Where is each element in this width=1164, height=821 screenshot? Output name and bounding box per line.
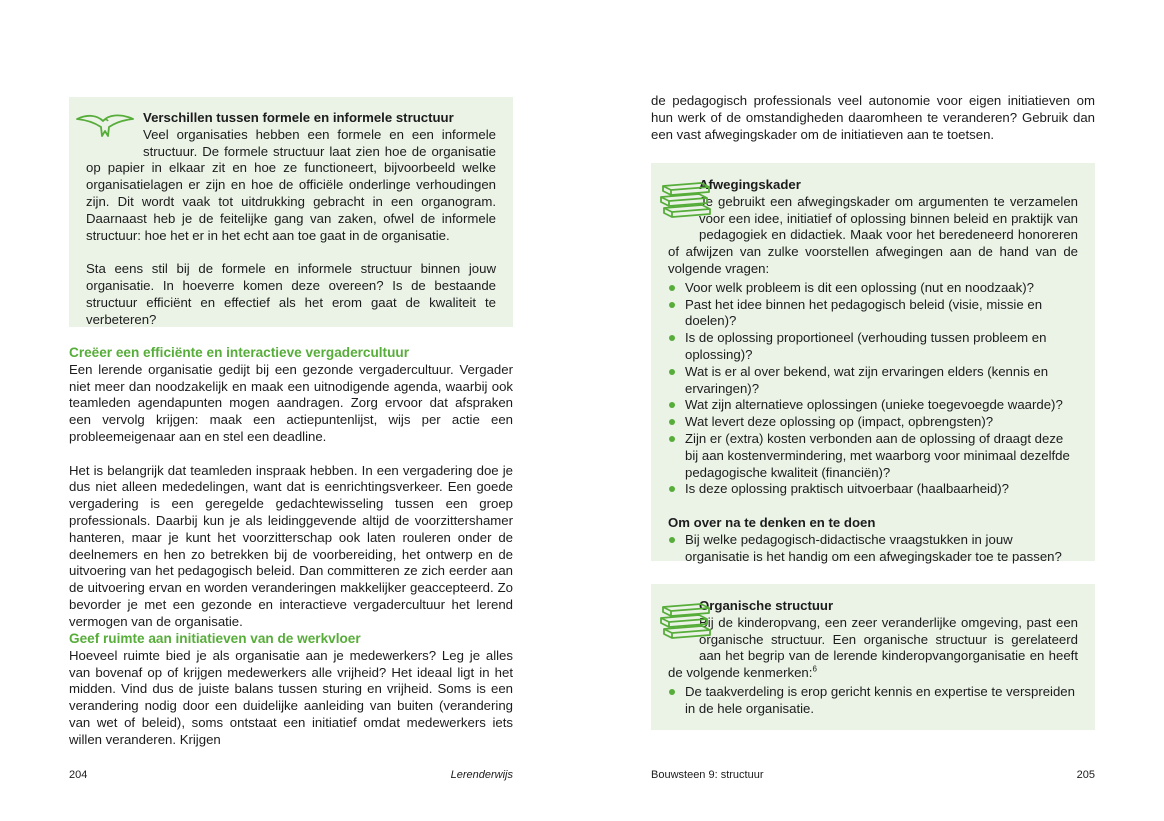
list-item: Wat is er al over bekend, wat zijn ervaringen elders (kennis en ervaringen)?	[668, 364, 1078, 398]
list-item: Voor welk probleem is dit een oplossing (nut en noodzaak)?	[668, 280, 1078, 297]
footnote-reference: 6	[812, 664, 817, 674]
list-item: Is deze oplossing praktisch uitvoerbaar (haalbaarheid)?	[668, 481, 1078, 498]
page-number: 204	[69, 769, 88, 781]
box-paragraph: Veel organisaties hebben een formele en een informele structuur. De formele structuur laat zien hoe de organisatie op papier in elkaar zit en hoe ze functioneert, bijvoorbeeld welke organisatielagen er zijn en hoe de officiële onderlinge verhoudingen zijn. Dit wordt vaak tot uitdrukking gebracht in een organogram. Daarnaast heb je de feitelijke gang van zaken, ofwel de informele structuur: hoe het er in het echt aan toe gaat in de organisatie.	[86, 126, 496, 243]
intro-paragraph: de pedagogisch professionals veel autonomie voor eigen initiatieven om hun werk of de omstandigheden daaromheen te veranderen? Gebruik dan een vast afwegingskader om de initiatieven aan te toetsen.	[651, 93, 1095, 142]
section-meeting-culture	[69, 345, 513, 631]
list-item: Past het idee binnen het pedagogisch beleid (visie, missie en doelen)?	[668, 297, 1078, 331]
list-item: De taakverdeling is erop gericht kennis en expertise te verspreiden in de hele organisatie.	[668, 684, 1078, 718]
body-paragraph: Het is belangrijk dat teamleden inspraak hebben. In een vergadering doe je dus niet alleen mededelingen, want dat is eenrichtingsverkeer. Een goede vergadering is een geregelde gedachtewisseling tussen een groep professionals. Daarbij kun je als leidinggevende altijd de voorzittershamer hanteren, maar je kunt het voorzitterschap ook laten rouleren onder de deelnemers en hen zo betrekken bij de voorbereiding, het ontwerp en de uitvoering van het pedagogisch beleid. Dan committeren ze zich eerder aan de uitvoering ervan en worden veranderingen makkelijker geaccepteerd. Zo bevorder je met een gezonde en interactieve vergadercultuur het lerend vermogen van de organisatie.	[69, 462, 513, 629]
running-title: Bouwsteen 9: structuur	[651, 769, 764, 781]
section-initiatives	[69, 631, 513, 749]
question-list	[668, 280, 1078, 498]
books-icon	[657, 180, 713, 220]
body-paragraph: Hoeveel ruimte bied je als organisatie aan je medewerkers? Leg je alles van bovenaf op of krijgen medewerkers alle vrijheid? Het ideaal ligt in het midden. Vind dus de juiste balans tussen sturing en vrijheid. Soms is een verandering nodig door een duidelijke aanleiding van buiten (verandering van wet of beleid), soms ontstaat een initiatief omdat medewerkers iets willen veranderen. Krijgen	[69, 647, 513, 747]
list-item: Wat levert deze oplossing op (impact, opbrengsten)?	[668, 414, 1078, 431]
characteristics-list	[668, 684, 1078, 718]
list-item: Bij welke pedagogisch-didactische vraagstukken in jouw organisatie is het handig om een afwegingskader toe te passen?	[668, 532, 1078, 566]
box-paragraph: Sta eens stil bij de formele en informele structuur binnen jouw organisatie. In hoeverre komen deze overeen? Is de bestaande structuur efficiënt en effectief als het erom gaat de kwaliteit te verbeteren?	[86, 261, 496, 327]
box-paragraph: Je gebruikt een afwegingskader om argumenten te verzamelen voor een idee, initiatief of oplossing binnen beleid en praktijk van pedagogiek en didactiek. Maak voor het beredeneerd honoreren of afwijzen van zulke voorstellen afwegingen aan de hand van de volgende vragen:	[668, 193, 1078, 276]
body-paragraph: Een lerende organisatie gedijt bij een gezonde vergadercultuur. Vergader niet meer dan noodzakelijk en maak een uitnodigende agenda, waarbij ook teamleden agendapunten mogen aandragen. Zorg ervoor dat afspraken een vervolg krijgen: maak een actiepuntenlijst, wijs per actie een probleemeigenaar aan en stel een deadline.	[69, 361, 513, 444]
box-title: Organische structuur	[699, 598, 834, 613]
list-item: Zijn er (extra) kosten verbonden aan de oplossing of draagt deze bij aan kostenvermindering, met waarborg voor minimaal dezelfde pedagogische kwaliteit (financiën)?	[668, 431, 1078, 481]
info-box-structure	[69, 97, 513, 327]
reflection-list	[668, 532, 1078, 566]
box-paragraph: Bij de kinderopvang, een zeer veranderlijke omgeving, past een organische structuur. Een organische structuur is gerelateerd aan het begrip van de lerende kinderopvangorganisatie en heeft de volgende kenmerken:$^6$	[668, 614, 1078, 681]
books-icon	[657, 601, 713, 641]
right-page	[582, 0, 1164, 821]
bird-icon	[75, 110, 135, 140]
box-subheading: Om over na te denken en te doen	[668, 514, 876, 530]
page-number: 205	[1076, 769, 1095, 781]
section-heading: Geef ruimte aan initiatieven van de werkvloer	[69, 631, 361, 646]
list-item: Wat zijn alternatieve oplossingen (unieke toegevoegde waarde)?	[668, 397, 1078, 414]
running-title: Lerenderwijs	[450, 769, 513, 781]
list-item: Is de oplossing proportioneel (verhouding tussen probleem en oplossing)?	[668, 330, 1078, 364]
info-box-decision-framework	[651, 163, 1095, 564]
box-title: Verschillen tussen formele en informele structuur	[143, 110, 454, 125]
info-box-organic-structure	[651, 584, 1095, 730]
box-title: Afwegingskader	[699, 177, 801, 192]
section-heading: Creëer een efficiënte en interactieve vergadercultuur	[69, 345, 409, 360]
